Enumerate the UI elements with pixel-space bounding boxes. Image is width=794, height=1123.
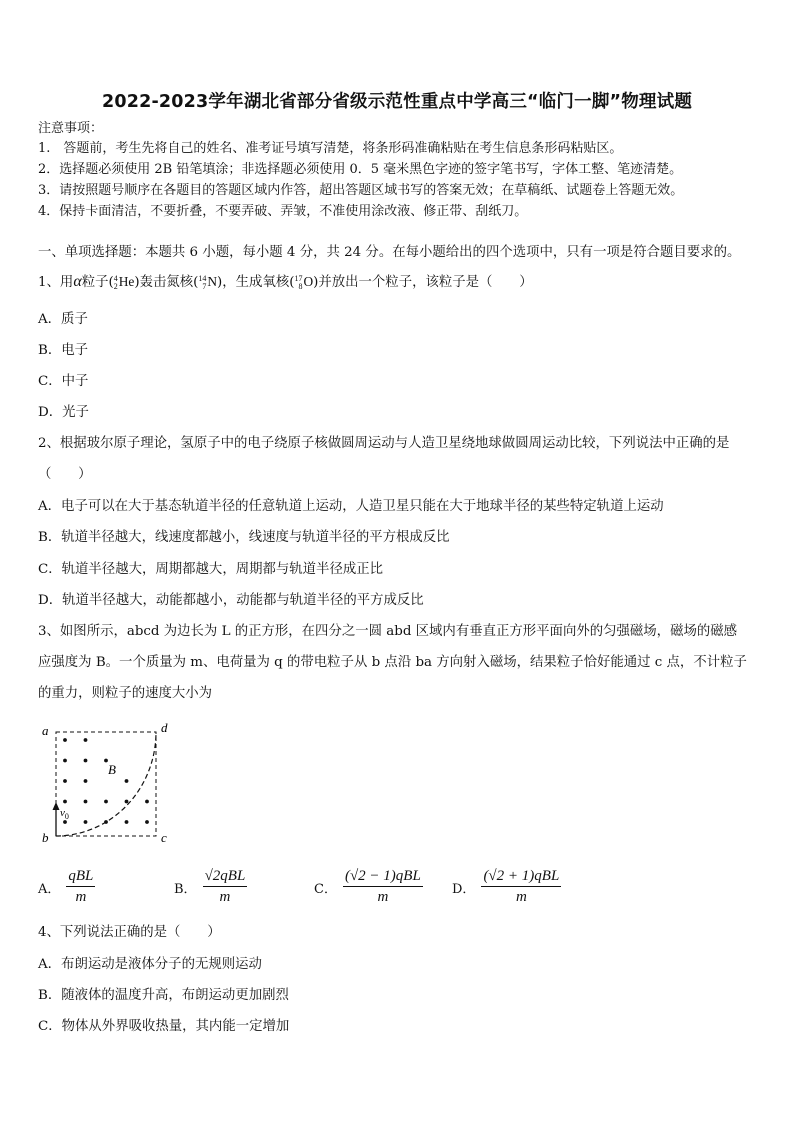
q4-option-c: C．物体从外界吸收热量，其内能一定增加 <box>38 1019 290 1034</box>
field-dot <box>84 820 88 824</box>
numerator: √2qBL <box>203 868 248 887</box>
q2-option-d: D．轨道半径越大，动能都越小，动能都与轨道半径的平方成反比 <box>38 593 424 608</box>
denominator: m <box>377 889 389 905</box>
q3-option-b <box>174 868 247 906</box>
field-dot <box>63 779 67 783</box>
field-dot <box>63 759 67 763</box>
n-atomic-number: 7 <box>202 281 207 291</box>
section-heading: 一、单项选择题：本题共 6 小题，每小题 4 分，共 24 分。在每小题给出的四个选项中，只有一项是符合题目要求的。 <box>38 245 741 260</box>
field-dot <box>84 759 88 763</box>
question-4-stem: 4、下列说法正确的是（ ） <box>38 925 221 940</box>
magnetic-field-figure <box>36 718 186 848</box>
notice-item: 1. 答题前，考生先将自己的姓名、准考证号填写清楚，将条形码准确粘贴在考生信息条形码粘贴区。 <box>38 141 623 156</box>
he-mass-number: 4 <box>113 273 118 283</box>
label-a: a <box>42 723 49 738</box>
fraction <box>66 868 95 906</box>
nitrogen-nuclide <box>198 274 217 291</box>
question-2-stem-cont: （ ） <box>38 467 92 482</box>
question-3-stem-cont: 应强度为 B。一个质量为 m、电荷量为 q 的带电粒子从 b 点沿 ba 方向射入磁场，结果粒子恰好能通过 c 点，不计粒子 <box>38 655 747 670</box>
denominator: m <box>219 889 231 905</box>
q4-option-a: A．布朗运动是液体分子的无规则运动 <box>38 957 262 972</box>
label-d: d <box>161 720 168 735</box>
field-dot <box>125 820 129 824</box>
question-3-stem: 3、如图所示，abcd 为边长为 L 的正方形，在四分之一圆 abd 区域内有垂直正方形平面向外的匀强磁场，磁场的磁感 <box>38 624 738 639</box>
q1-text: 粒子( <box>81 275 114 290</box>
q1-text: )并放出一个粒子，该粒子是（ ） <box>313 275 533 290</box>
o-atomic-number: 8 <box>298 281 303 291</box>
option-label: C． <box>314 881 337 897</box>
q3-option-a <box>38 868 95 906</box>
q1-text: )，生成氧核( <box>217 275 295 290</box>
notice-item: 4．保持卡面清洁，不要折叠，不要弄破、弄皱，不准使用涂改液、修正带、刮纸刀。 <box>38 204 528 219</box>
field-dot <box>84 800 88 804</box>
numerator: (√2 + 1)qBL <box>481 868 561 887</box>
q1-option-d: D．光子 <box>38 405 89 420</box>
notice-item: 2．选择题必须使用 2B 铅笔填涂；非选择题必须使用 0．5 毫米黑色字迹的签字笔书写，字体工整、笔迹清楚。 <box>38 162 683 177</box>
option-label: B． <box>174 881 197 897</box>
field-dot <box>145 820 149 824</box>
n-mass-number: 14 <box>198 273 207 283</box>
fraction <box>343 868 423 906</box>
field-dot <box>63 800 67 804</box>
q1-option-b: B．电子 <box>38 343 89 358</box>
q1-option-a: A．质子 <box>38 312 88 327</box>
field-dot <box>104 800 108 804</box>
page-title: 2022-2023学年湖北省部分省级示范性重点中学高三“临门一脚”物理试题 <box>101 92 693 112</box>
option-label: A． <box>38 881 61 897</box>
label-v-subscript: 0 <box>64 812 69 821</box>
question-2-stem: 2、根据玻尔原子理论，氢原子中的电子绕原子核做圆周运动与人造卫星绕地球做圆周运动比较，下列说法中正确的是 <box>38 436 730 451</box>
question-3-stem-cont: 的重力，则粒子的速度大小为 <box>38 686 213 701</box>
q2-option-b: B．轨道半径越大，线速度都越小，线速度与轨道半径的平方根成反比 <box>38 530 450 545</box>
q3-option-d <box>452 868 561 906</box>
numerator: qBL <box>66 868 95 887</box>
field-dot <box>63 738 67 742</box>
q3-option-c <box>314 868 423 906</box>
field-dots <box>63 738 149 824</box>
label-B: B <box>108 762 116 777</box>
notice-heading: 注意事项： <box>38 121 104 136</box>
field-dot <box>104 820 108 824</box>
fraction <box>203 868 248 906</box>
q1-text: )轰击氮核( <box>134 275 199 290</box>
field-dot <box>84 779 88 783</box>
numerator: (√2 − 1)qBL <box>343 868 423 887</box>
label-b: b <box>42 830 49 845</box>
helium-nuclide <box>114 274 135 291</box>
q2-option-a: A．电子可以在大于基态轨道半径的任意轨道上运动，人造卫星只能在大于地球半径的某些特定轨道上运动 <box>38 499 664 514</box>
n-symbol: N <box>207 274 218 289</box>
denominator: m <box>515 889 527 905</box>
alpha-symbol: α <box>73 273 82 290</box>
he-symbol: He <box>118 274 135 289</box>
label-c: c <box>161 830 167 845</box>
question-1-stem <box>38 274 533 291</box>
q4-option-b: B．随液体的温度升高，布朗运动更加剧烈 <box>38 988 289 1003</box>
q2-option-c: C．轨道半径越大，周期都越大，周期都与轨道半径成正比 <box>38 562 384 577</box>
field-dot <box>125 779 129 783</box>
notice-item: 3．请按照题号顺序在各题目的答题区域内作答，超出答题区域书写的答案无效；在草稿纸、试题卷上答题无效。 <box>38 183 684 198</box>
q1-option-c: C．中子 <box>38 374 89 389</box>
o-symbol: O <box>303 274 314 289</box>
option-label: D． <box>452 881 476 897</box>
o-mass-number: 17 <box>294 273 303 283</box>
he-atomic-number: 2 <box>113 281 118 291</box>
field-dot <box>125 800 129 804</box>
oxygen-nuclide <box>294 274 313 291</box>
denominator: m <box>75 889 87 905</box>
velocity-arrowhead <box>53 802 60 810</box>
field-dot <box>145 800 149 804</box>
field-dot <box>84 738 88 742</box>
label-v0 <box>60 807 69 821</box>
q1-prefix: 1、用 <box>38 275 74 290</box>
label-v: v <box>60 807 65 819</box>
fraction <box>481 868 561 906</box>
